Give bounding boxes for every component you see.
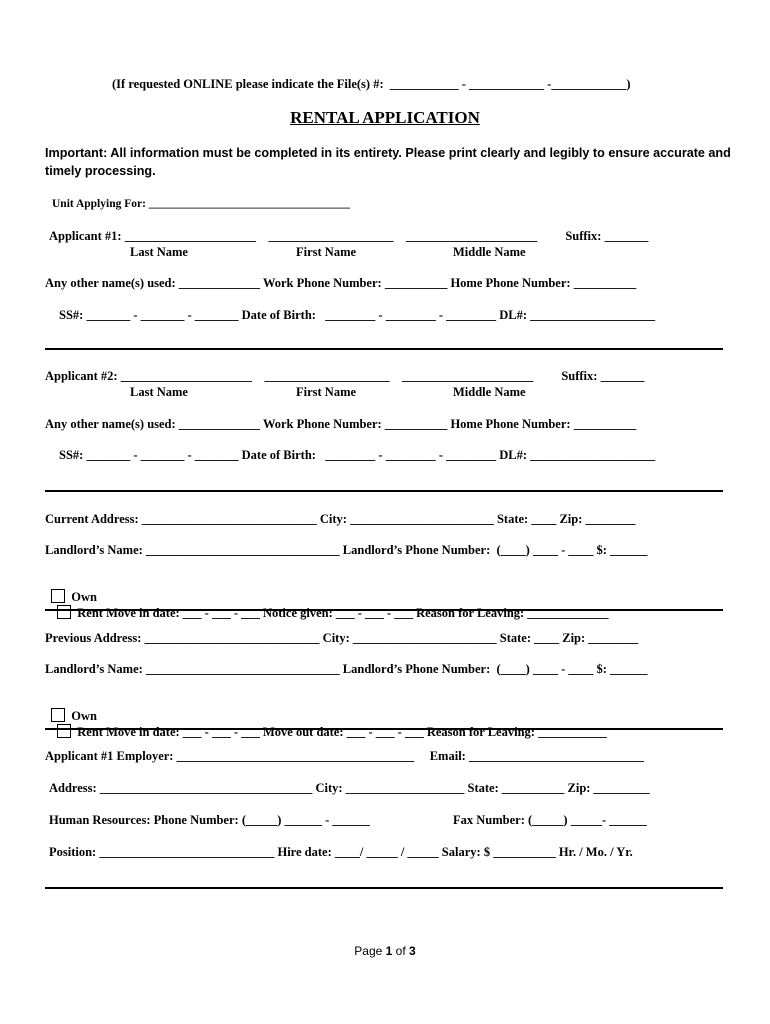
previous-own-option[interactable]: [51, 708, 97, 724]
own-checkbox[interactable]: [51, 589, 65, 603]
current-own-rent-row: [45, 574, 609, 621]
fax-number-line[interactable]: Fax Number: (_____) _____- ______: [453, 813, 647, 827]
page-total: 3: [409, 944, 416, 958]
current-rent-line[interactable]: Rent Move in date: ___ - ___ - ___ Notice given: ___ - ___ - ___ Reason for Leaving: _____________: [77, 606, 609, 620]
applicant1-first-name-label: First Name: [296, 245, 357, 259]
current-own-option[interactable]: [51, 589, 97, 605]
previous-own-rent-row: [45, 693, 607, 740]
page-title: RENTAL APPLICATION: [290, 108, 480, 127]
applicant2-last-name-label: Last Name: [130, 385, 188, 399]
applicant1-last-name-label: Last Name: [130, 245, 188, 259]
employer-address-line[interactable]: Address: __________________________________ City: ___________________ State: __________ Zip: _________: [49, 781, 650, 795]
page-prefix: Page: [354, 944, 386, 958]
page-footer: [0, 944, 770, 958]
previous-address-line[interactable]: Previous Address: ____________________________ City: _______________________ State: ____ Zip: ________: [45, 631, 639, 645]
own-label: Own: [71, 709, 97, 723]
applicant2-name-line[interactable]: Applicant #2: _____________________ ____________________ _____________________ Suffix: _______: [45, 369, 645, 383]
employer-line[interactable]: Applicant #1 Employer: ______________________________________ Email: ____________________________: [45, 749, 644, 763]
section-divider: [45, 490, 723, 492]
previous-rent-option[interactable]: [57, 724, 607, 740]
position-line[interactable]: Position: ____________________________ Hire date: ____/ _____ / _____ Salary: $ __________ Hr. / Mo. / Yr.: [49, 845, 633, 859]
applicant1-middle-name-label: Middle Name: [453, 245, 526, 259]
applicant2-middle-name-label: Middle Name: [453, 385, 526, 399]
page-of: of: [392, 944, 410, 958]
rent-checkbox[interactable]: [57, 724, 71, 738]
applicant1-ss-line[interactable]: SS#: _______ - _______ - _______ Date of Birth: ________ - ________ - ________ DL#: ____________________: [59, 308, 656, 322]
rent-checkbox[interactable]: [57, 605, 71, 619]
file-number-note: (If requested ONLINE please indicate the File(s) #: ___________ - ____________ -____________): [112, 77, 631, 91]
page-number: 1: [385, 944, 393, 958]
previous-rent-line[interactable]: Rent Move in date: ___ - ___ - ___ Move out date: ___ - ___ - ___ Reason for Leaving: ___________: [77, 725, 607, 739]
section-divider: [45, 887, 723, 889]
section-divider: [45, 348, 723, 350]
previous-landlord-line[interactable]: Landlord’s Name: _______________________________ Landlord’s Phone Number: (____) ____ - ____ $: ______: [45, 662, 648, 676]
own-checkbox[interactable]: [51, 708, 65, 722]
applicant1-name-line[interactable]: Applicant #1: _____________________ ____________________ _____________________ Suffix: _______: [49, 229, 649, 243]
section-divider: [45, 728, 723, 730]
applicant2-first-name-label: First Name: [296, 385, 357, 399]
own-label: Own: [71, 590, 97, 604]
current-landlord-line[interactable]: Landlord’s Name: _______________________________ Landlord’s Phone Number: (____) ____ - ____ $: ______: [45, 543, 648, 557]
current-address-line[interactable]: Current Address: ____________________________ City: _______________________ State: ____ Zip: ________: [45, 512, 636, 526]
hr-phone-line[interactable]: Human Resources: Phone Number: (_____) ______ - ______: [49, 813, 370, 827]
section-divider: [45, 609, 723, 611]
important-notice: Important: All information must be completed in its entirety. Please print clearly and legibly to ensure accurate and timely processing.: [45, 146, 731, 178]
unit-applying-field[interactable]: Unit Applying For: ___________________________________: [52, 198, 351, 210]
applicant1-other-names-line[interactable]: Any other name(s) used: _____________ Work Phone Number: __________ Home Phone Number: __________: [45, 276, 637, 290]
applicant2-ss-line[interactable]: SS#: _______ - _______ - _______ Date of Birth: ________ - ________ - ________ DL#: ____________________: [59, 448, 656, 462]
current-rent-option[interactable]: [57, 605, 608, 621]
applicant2-other-names-line[interactable]: Any other name(s) used: _____________ Work Phone Number: __________ Home Phone Number: __________: [45, 417, 637, 431]
